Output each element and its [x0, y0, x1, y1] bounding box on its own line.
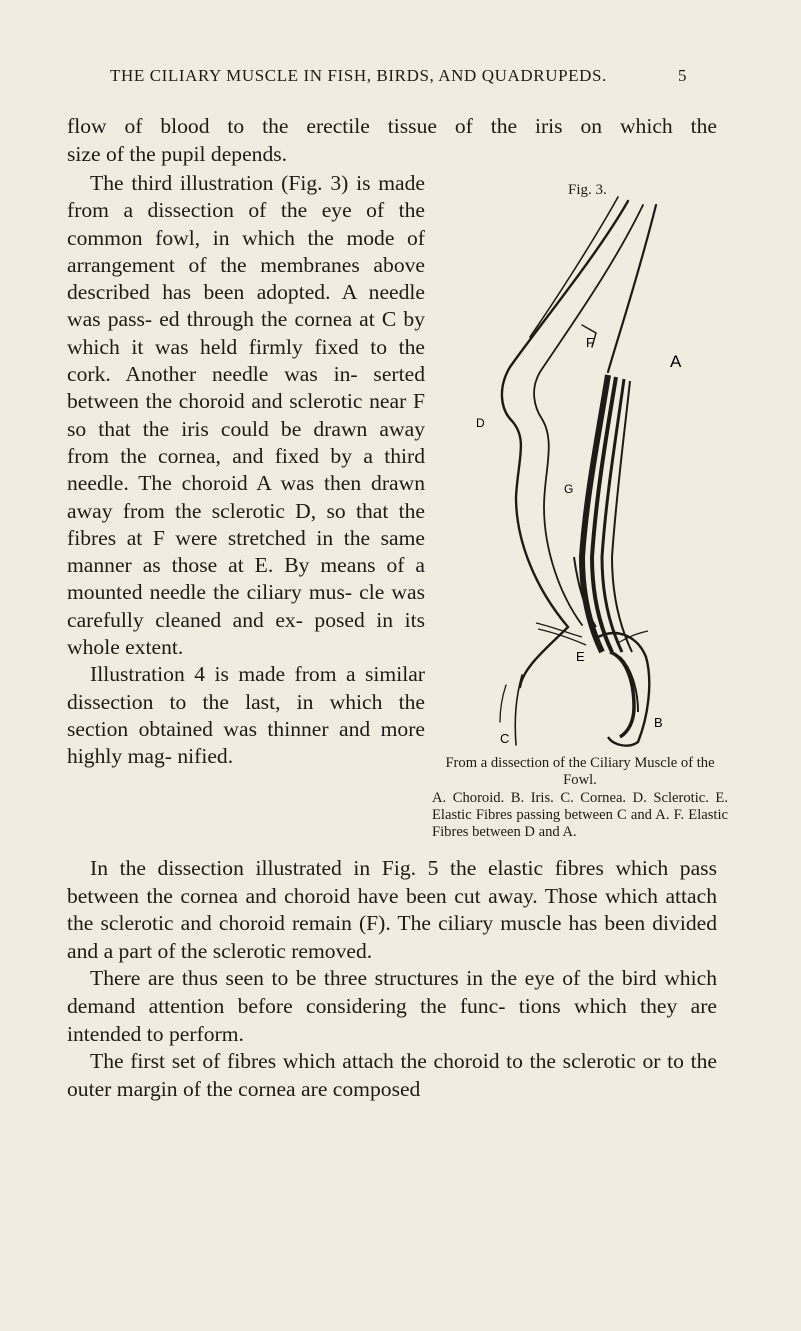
outer-membrane-line: [608, 205, 656, 372]
cornea-edge-line: [500, 685, 506, 722]
top-paragraph: [67, 113, 717, 168]
caption-legend: A. Choroid. B. Iris. C. Cornea. D. Sclerotic. E. Elastic Fibres passing between C and A. F. Elastic Fibres between D and A.: [432, 789, 728, 841]
ciliary-muscle-hatching: [574, 375, 632, 652]
iris-shape: [598, 633, 649, 746]
fig-letter-b: B: [654, 715, 663, 730]
top-line-2: size of the pupil depends.: [67, 141, 288, 166]
left-column-text: [67, 170, 425, 771]
paragraph-fig4: Illustration 4 is made from a similar dissection to the last, in which the section obtained was thinner and more highly mag- nified.: [67, 662, 425, 769]
top-line-1: flow of blood to the erectile tissue of the iris on which the: [67, 114, 717, 138]
fig-letter-a: A: [670, 352, 682, 371]
paragraph-fig5: In the dissection illustrated in Fig. 5 the elastic fibres which pass between the cornea and choroid have been cut away. Those which attach the sclerotic and choroid remain (F). The ciliary muscle has been divided and a part of the sclerotic removed.: [67, 856, 717, 963]
fig3-dissection-drawing: [478, 197, 718, 753]
page-number: 5: [678, 66, 688, 85]
bottom-text: [67, 855, 717, 1103]
caption-title: From a dissection of the Ciliary Muscle of the Fowl.: [445, 755, 715, 789]
paragraph-three-structures: There are thus seen to be three structures in the eye of the bird which demand attention before considering the func- tions which they are intended to perform.: [67, 966, 717, 1046]
fig-letter-g: G: [564, 482, 574, 496]
paragraph-first-fibres: The first set of fibres which attach the choroid to the sclerotic or to the outer margin of the cornea are composed: [67, 1049, 717, 1101]
sclerotic-fibre-line: [530, 197, 618, 337]
fig-letter-d: D: [476, 416, 485, 430]
paragraph-fig3: The third illustration (Fig. 3) is made from a dissection of the eye of the common fowl, in which the mode of arrangement of the membranes above described has been adopted. A needle was pass- ed through the cornea at C by which it was held firmly fixed to the cork. Another needle was in- serted between the choroid and sclerotic near F so that the iris could be drawn away from the cornea, and fixed by a third needle. The choroid A was then drawn away from the sclerotic D, so that the fibres at F were stretched in the same manner as those at E. By means of a mounted needle the ciliary mus- cle was carefully cleaned and ex- posed in its whole extent.: [67, 171, 425, 660]
running-title: THE CILIARY MUSCLE IN FISH, BIRDS, AND QUADRUPEDS.: [110, 66, 607, 85]
fig-letter-c: C: [500, 731, 510, 746]
fig-letter-f: F: [586, 335, 594, 350]
figure-label: Fig. 3.: [568, 182, 607, 198]
figure-caption: [432, 755, 728, 841]
fig-letter-e: E: [576, 649, 585, 664]
running-header: [110, 66, 710, 86]
